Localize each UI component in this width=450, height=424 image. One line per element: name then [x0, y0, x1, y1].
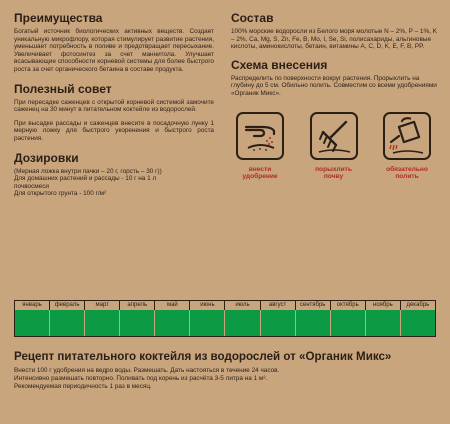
calendar-months-row: [14, 300, 436, 310]
month-active-cell: [401, 310, 436, 336]
rake-icon: [310, 112, 358, 160]
step-fertilize-label-line-1: внести: [248, 165, 272, 173]
month-label: март: [85, 301, 120, 310]
month-active-cell: [50, 310, 85, 336]
scheme-section: [231, 59, 441, 181]
step-water-label-line-1: обязательно: [386, 165, 428, 173]
month-active-cell: [331, 310, 366, 336]
step-water-label: [386, 166, 428, 181]
tip-section: [14, 83, 214, 143]
step-water: [378, 112, 436, 181]
month-label: август: [261, 301, 296, 310]
application-calendar: [14, 300, 436, 337]
step-loosen: [305, 112, 363, 181]
recipe-line-2: Интенсивно размешать повторно. Поливать под корень из расчёта 3-5 литра на 1 м².: [14, 375, 268, 383]
step-loosen-label-line-2: почву: [323, 173, 344, 181]
month-active-cell: [15, 310, 50, 336]
month-label: июнь: [190, 301, 225, 310]
step-water-label-line-2: полить: [395, 173, 419, 181]
recipe-section: [14, 350, 444, 392]
dosage-title: Дозировки: [14, 150, 79, 165]
step-fertilize: [231, 112, 289, 181]
month-active-cell: [261, 310, 296, 336]
recipe-title: Рецепт питательного коктейля из водорослей от «Органик Микс»: [14, 350, 392, 363]
month-label: октябрь: [331, 301, 366, 310]
fertilizer-hand-icon: [236, 112, 284, 160]
month-label: сентябрь: [296, 301, 331, 310]
month-label: ноябрь: [366, 301, 401, 310]
dosage-line-2: Для домашних растений и рассады - 10 г на 1 л: [14, 175, 157, 183]
month-active-cell: [120, 310, 155, 336]
dosage-section: [14, 152, 214, 198]
dosage-line-1: (Мерная ложка внутри пачки – 20 г, горсть – 30 г)): [14, 167, 162, 175]
month-active-cell: [225, 310, 260, 336]
composition-section: [231, 12, 441, 51]
month-active-cell: [296, 310, 331, 336]
tip-paragraph-2: При высадке рассады и саженцев внесите в посадочную лунку 1 мерную ложку для быстрого укоренения и быстрого роста растения.: [14, 119, 214, 142]
scheme-title: Схема внесения: [231, 57, 328, 72]
tip-paragraph-1: При пересадке саженцев с открытой корневой системой замочите саженец на 30 минут в питательном коктейле из водорослей.: [14, 98, 214, 114]
month-label: май: [155, 301, 190, 310]
dosage-line-4: Для открытого грунта - 100 г/м²: [14, 190, 107, 198]
composition-text: 100% морские водоросли из Белого моря молотые N – 2%, P – 1%, K – 2%, Ca, Mg, S, Zn, Fe, B, Mo, I, Se, Si, полисахариды, альгиновые кислоты, аминокислоты, бетаин, витамины А, С, D, K, E, F, B, PP.: [231, 28, 437, 51]
advantages-title: Преимущества: [14, 11, 103, 25]
month-active-cell: [190, 310, 225, 336]
recipe-line-1: Внести 100 г удобрения на ведро воды. Размешать. Дать настояться в течение 24 часов.: [14, 367, 280, 374]
advantages-text: Богатый источник биологических активных веществ. Создает уникальную микрофлору, которая стимулирует развитие растения, уменьшает потребность в поливе и предотвращает пересыхание. Увеличивает фотосинтез за счет маннитола. Улучшает всасывающие способности корневой системы для более быстрого роста за счет органического бетаина в составе продукта.: [14, 28, 214, 73]
month-label: январь: [15, 301, 50, 310]
scheme-steps: [231, 112, 436, 181]
composition-title: Состав: [231, 11, 274, 25]
watering-can-icon: [383, 112, 431, 160]
month-active-cell: [85, 310, 120, 336]
step-loosen-label-line-1: порыхлить: [315, 165, 352, 173]
right-column: [231, 12, 441, 188]
step-fertilize-label: [242, 166, 277, 181]
calendar-active-row: [14, 310, 436, 337]
month-label: февраль: [50, 301, 85, 310]
left-column: [14, 12, 214, 205]
month-active-cell: [366, 310, 401, 336]
dosage-line-3: почвосмеси: [14, 182, 49, 190]
month-label: декабрь: [401, 301, 436, 310]
step-loosen-label: [315, 166, 352, 181]
month-label: апрель: [120, 301, 155, 310]
month-label: июль: [225, 301, 260, 310]
tip-title: Полезный совет: [14, 81, 112, 96]
scheme-text: Распределить по поверхности вокруг растения. Прорыхлить на глубину до 5 см. Обильно полить. Совместим со всеми удобрениями «Органик Микс».: [231, 74, 437, 97]
advantages-section: [14, 12, 214, 74]
month-active-cell: [155, 310, 190, 336]
step-fertilize-label-line-2: удобрение: [242, 173, 278, 181]
recipe-line-3: Рекомендуемая периодичность 1 раз в месяц.: [14, 383, 152, 391]
